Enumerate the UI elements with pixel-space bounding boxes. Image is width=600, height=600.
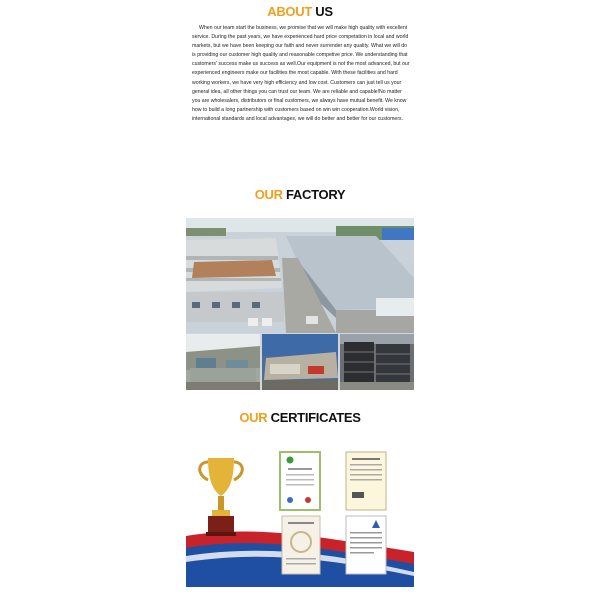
factory-entrance-photo <box>262 334 338 390</box>
certificate-document-4 <box>346 516 386 574</box>
certificates-image <box>186 444 414 587</box>
factory-photos <box>186 218 414 390</box>
certificates-heading-accent: OUR <box>239 410 268 425</box>
factory-photo-collage <box>186 218 414 390</box>
about-heading-accent: ABOUT <box>267 4 312 19</box>
factory-heading-rest: FACTORY <box>286 187 346 202</box>
about-us-heading <box>0 4 600 19</box>
our-factory-heading <box>0 187 600 202</box>
about-us-paragraph: When our team start the business, we promise that we will make high quality with excellent service. During the past years, we have experienced hard price competation in local and world markets, but we have been keeping our faith and never surrender any quality. What we will do is providing our customer high quality and reasonable competive price. We understanding that customers' success make us success as well.Our equipment is not the most advanced, but our experienced engineers make our facilities the most capable. With these facilities and hard working workers, we have very high efficiency and low cost. Customers can just tell us your general idea, all other things you can trust our team. We are reliable and capable!No matter you are wholesalers, distributors or final customers, we always have mutual benefit. We know how to build a long partnership with customers based on win win cooperation.World vision, international standards and local advantages, we will do better and better for our customers. <box>192 25 410 122</box>
our-certificates-heading <box>0 410 600 425</box>
product-stock-photo <box>340 334 414 390</box>
certificate-document-2 <box>346 452 386 510</box>
certificate-document-3 <box>282 516 320 574</box>
certificates-heading-rest: CERTIFICATES <box>270 410 361 425</box>
certificates-collage <box>186 444 414 587</box>
factory-aerial-photo <box>186 218 414 333</box>
about-heading-rest: US <box>315 4 333 19</box>
certificate-document-1 <box>280 452 320 510</box>
factory-heading-accent: OUR <box>254 187 283 202</box>
factory-interior-photo <box>186 334 260 390</box>
